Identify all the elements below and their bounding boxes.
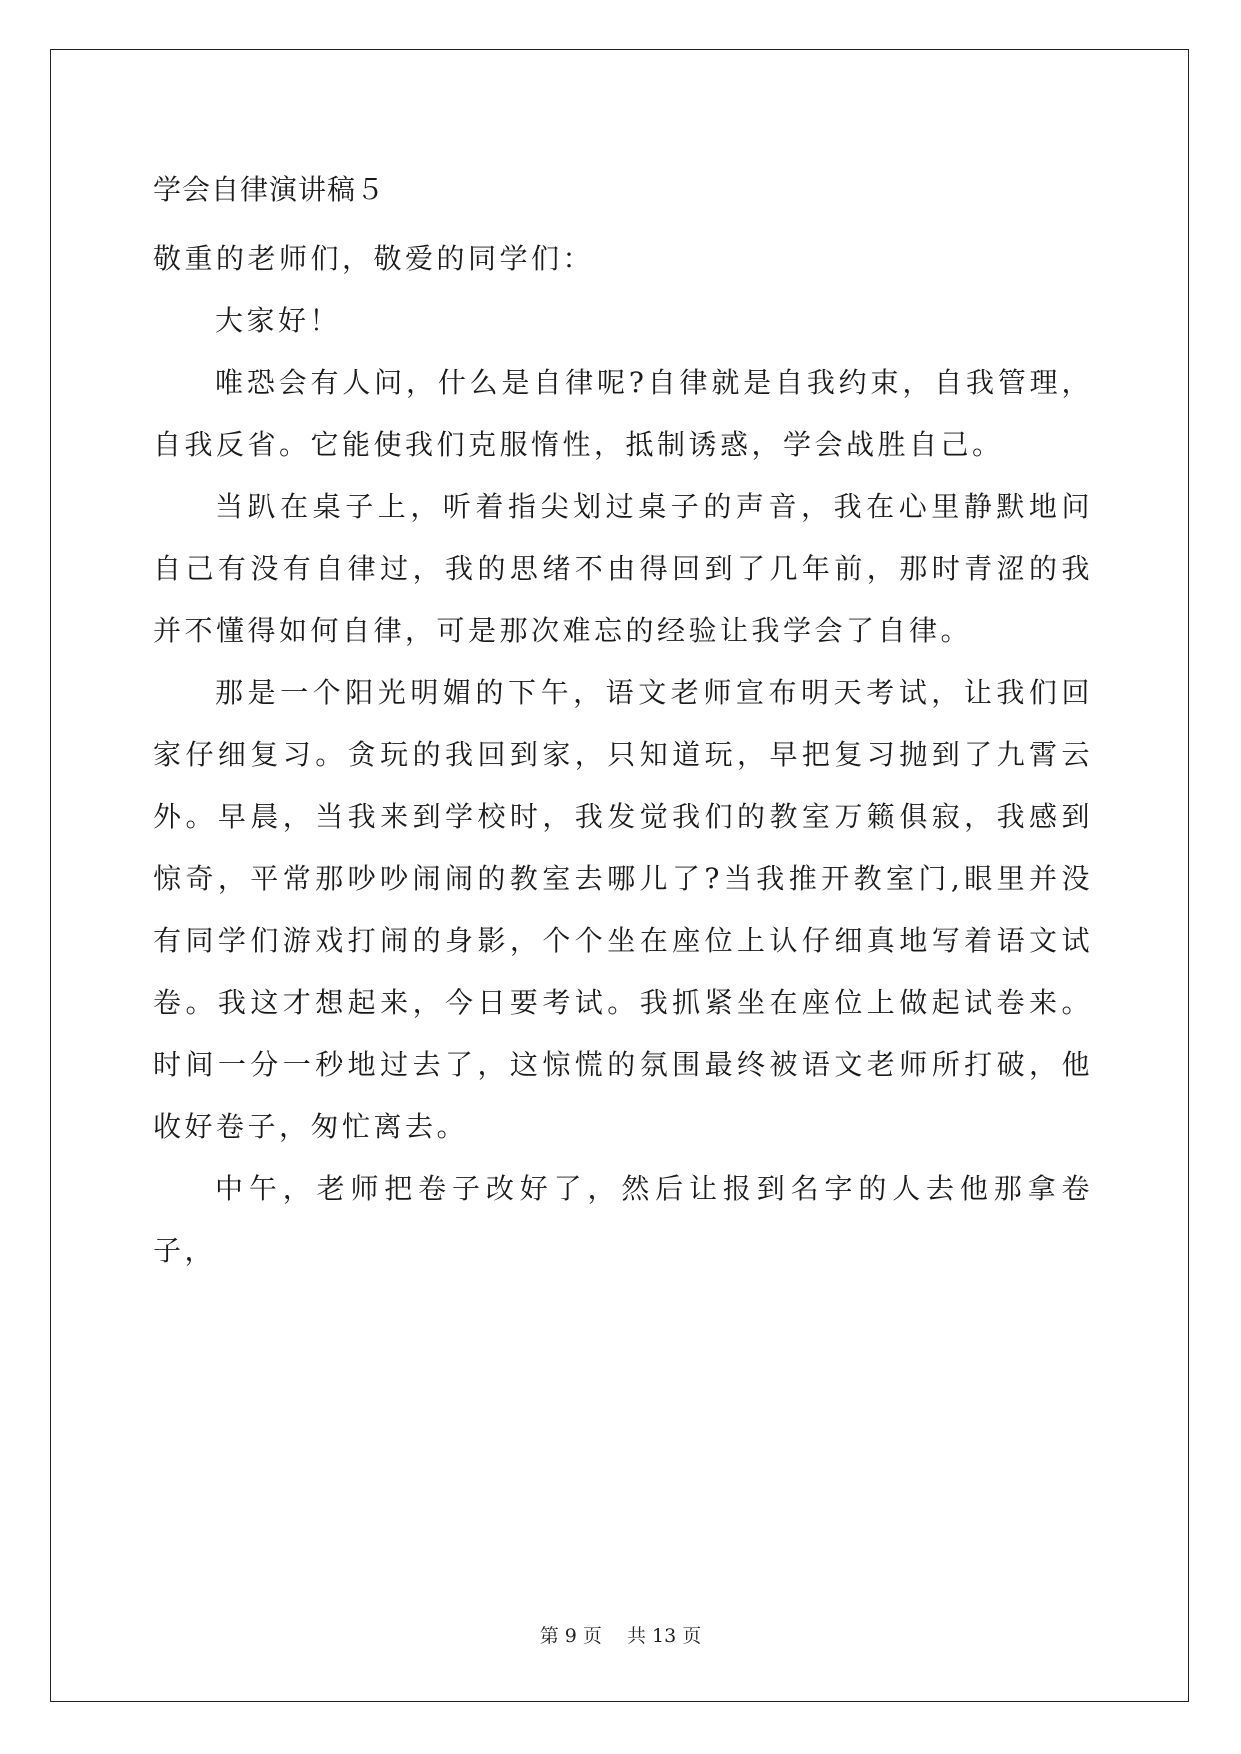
paragraph-greeting: 大家好！ — [215, 304, 342, 337]
paragraph: 当趴在桌子上，听着指尖划过桌子的声音，我在心里静默地问自己有没有自律过，我的思绪不由得回到了几年前，那时青涩的我并不懂得如何自律，可是那次难忘的经验让我学会了自律。 — [153, 490, 1093, 647]
page-number-footer: 第 9 页 共 13 页 — [539, 1625, 702, 1647]
paragraph: 中午，老师把卷子改好了，然后让报到名字的人去他那拿卷子， — [153, 1172, 1093, 1267]
document-title: 学会自律演讲稿５ — [153, 173, 386, 206]
salutation: 敬重的老师们，敬爱的同学们： — [153, 242, 595, 275]
paragraph: 唯恐会有人问，什么是自律呢?自律就是自我约束，自我管理，自我反省。它能使我们克服惰性，抵制诱惑，学会战胜自己。 — [153, 366, 1093, 461]
document-body — [153, 228, 1093, 1282]
paragraph: 那是一个阳光明媚的下午，语文老师宣布明天考试，让我们回家仔细复习。贪玩的我回到家，只知道玩，早把复习抛到了九霄云外。早晨，当我来到学校时，我发觉我们的教室万籁俱寂，我感到惊奇，平常那吵吵闹闹的教室去哪儿了?当我推开教室门,眼里并没有同学们游戏打闹的身影，个个坐在座位上认仔细真地写着语文试卷。我这才想起来，今日要考试。我抓紧坐在座位上做起试卷来。时间一分一秒地过去了，这惊慌的氛围最终被语文老师所打破，他收好卷子，匆忙离去。 — [153, 676, 1093, 1143]
